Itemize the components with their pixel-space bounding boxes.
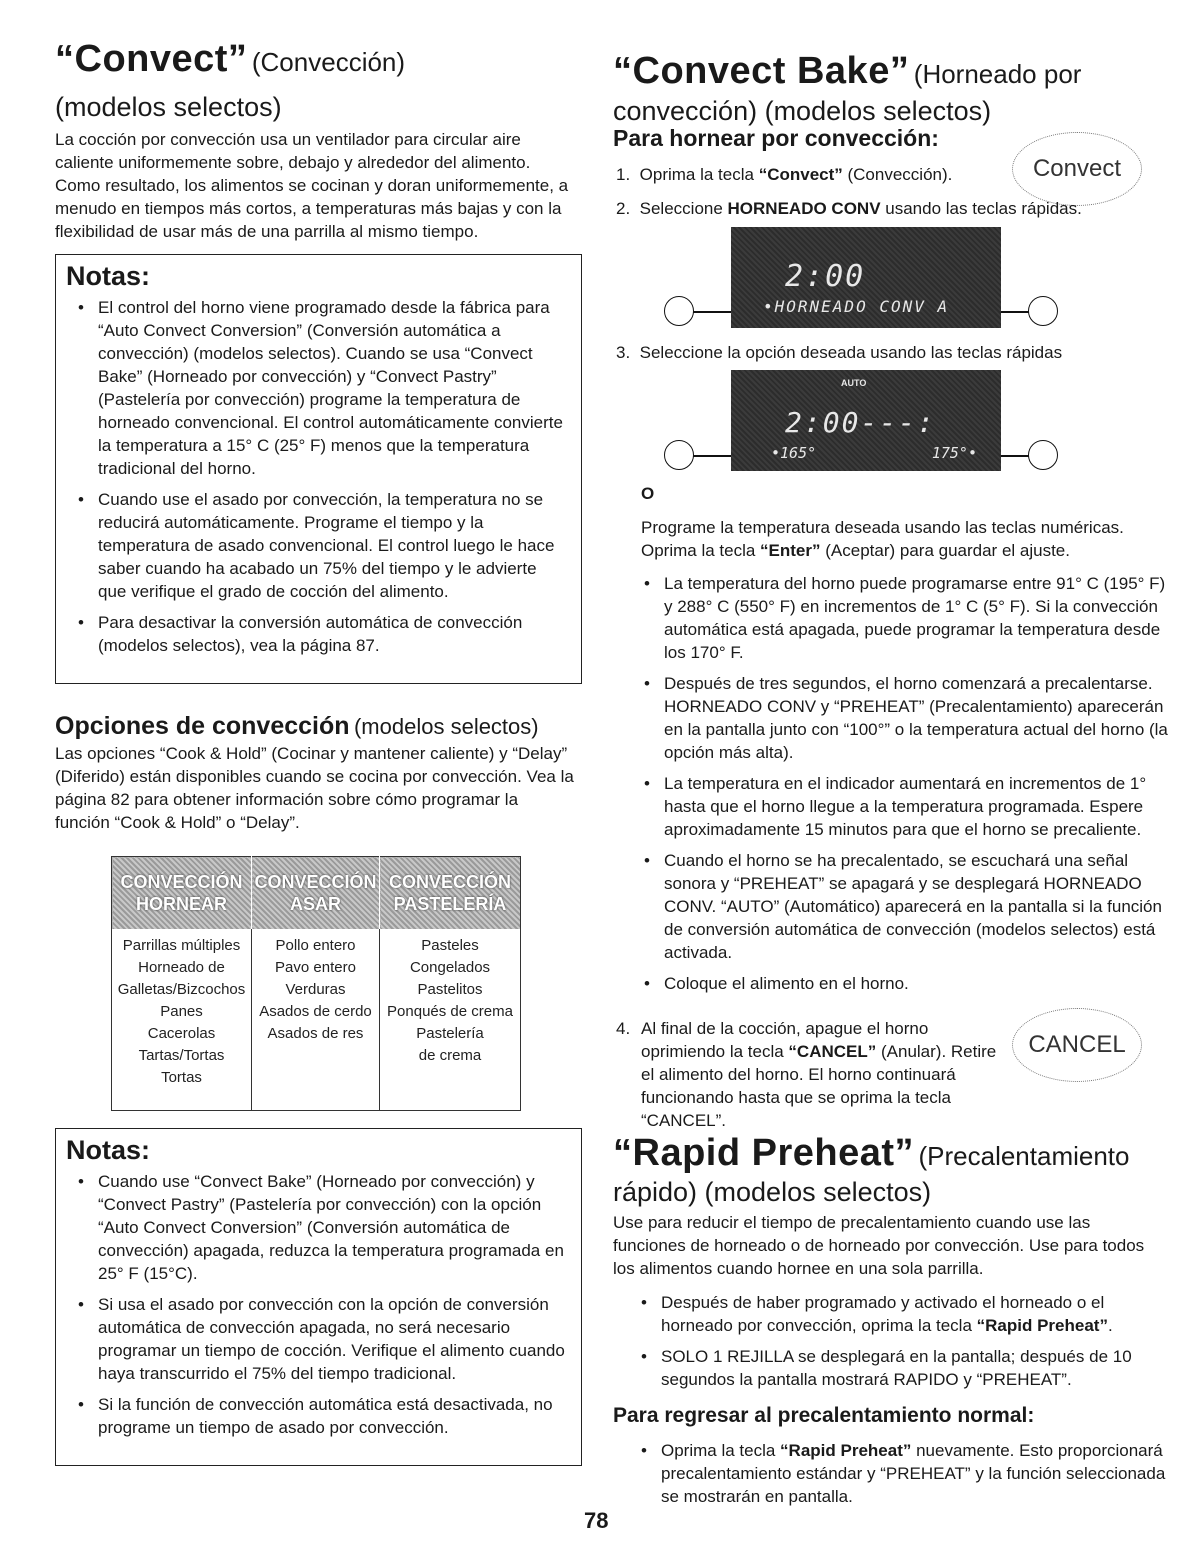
header-line: CONVECCIÓN (388, 872, 511, 892)
step-bold: HORNEADO CONV (727, 199, 881, 218)
step-bold: “CANCEL” (788, 1042, 877, 1061)
step-bold: “Convect” (758, 165, 843, 184)
bullet-text: nuevamente. Esto proporcionará precalentamiento estándar y “PREHEAT” y la función seleccionada se mostrarán en pantalla. (661, 1441, 1166, 1506)
table-cell: Tortas (161, 1069, 202, 1086)
convect-bake-heading (613, 50, 1173, 93)
table-cell: Ponqués de crema (387, 1003, 513, 1020)
convect-heading (55, 38, 405, 81)
table-cell: Horneado de (138, 959, 225, 976)
step-text: Seleccione (639, 199, 728, 218)
header-line: CONVECCIÓN (254, 872, 377, 892)
table-header-hornear (112, 857, 252, 930)
oven-display-1 (731, 227, 1001, 328)
program-text-part: (Aceptar) para guardar el ajuste. (820, 541, 1070, 560)
step-number: 4. (616, 1019, 631, 1038)
bullet-item: • SOLO 1 REJILLA se desplegará en la pantalla; después de 10 segundos la pantalla mostrará RAPIDO y “PREHEAT”. (637, 1345, 1177, 1391)
rapid-preheat-title-suffix: (Precalentamiento (918, 1141, 1130, 1171)
table-cell: de crema (418, 1047, 482, 1064)
convect-bake-title-suffix: (Horneado por (913, 59, 1082, 89)
display-connector (1001, 455, 1031, 457)
bullet-text: Oprima la tecla (661, 1441, 781, 1460)
table-cell: Tartas/Tortas (138, 1047, 225, 1064)
step-text: Oprima la tecla (639, 165, 759, 184)
notes-item: • Si usa el asado por convección con la opción de conversión automática de convección apagada, no será necesario programar un tiempo de cocción. Verifique el alimento cuando haya transcurrido el 75% del tiempo tradicional. (74, 1293, 569, 1385)
convect-title-suffix: (Convección) (251, 47, 406, 77)
table-column-pasteleria (380, 929, 521, 1111)
header-line: PASTELERÍA (393, 894, 507, 914)
step-3 (616, 341, 1062, 364)
step-text: usando las teclas rápidas. (880, 199, 1082, 218)
right-knob-icon (1028, 440, 1058, 470)
display-mode: •HORNEADO CONV A (763, 297, 950, 316)
bullet-item (637, 1439, 1177, 1508)
display-right-temp: 175°• (931, 444, 977, 462)
step-number: 3. (616, 343, 631, 362)
notes-title: Notas: (66, 1135, 151, 1165)
table-cell: Asados de cerdo (259, 1003, 372, 1020)
table-header-asar (252, 857, 380, 930)
display-left-temp: •165° (771, 444, 817, 462)
program-text-part: Oprima la tecla (641, 541, 761, 560)
step-4-text (641, 1017, 1006, 1132)
table-header-pasteleria (380, 857, 521, 930)
convect-bake-subtitle: convección) (modelos selectos) (613, 96, 992, 126)
left-knob-icon (664, 440, 694, 470)
program-text (641, 516, 1161, 562)
step-2 (616, 197, 1082, 220)
rapid-preheat-subheading: Para regresar al precalentamiento normal: (613, 1404, 1035, 1427)
table-cell: Verduras (285, 981, 346, 998)
right-knob-icon (1028, 296, 1058, 326)
table-cell: Galletas/Bizcochos (117, 981, 246, 998)
table-cell: Pasteles (421, 937, 479, 954)
table-column-asar (252, 929, 380, 1111)
step-text: (Anular). Retire el alimento del horno. El horno continuará funcionando hasta que se oprima la tecla “CANCEL”. (641, 1042, 997, 1130)
table-column-hornear (112, 929, 252, 1111)
options-body: Las opciones “Cook & Hold” (Cocinar y mantener caliente) y “Delay” (Diferido) están disponibles cuando se cocina por convección. Vea la página 82 para obtener información sobre cómo programar la función “Cook & Hold” o “Delay”. (55, 744, 574, 832)
step-text: Seleccione la opción deseada usando las teclas rápidas (639, 343, 1063, 362)
header-line: CONVECCIÓN (120, 872, 243, 892)
header-line: ASAR (289, 894, 341, 914)
convection-table (111, 856, 521, 1111)
oven-display-2 (731, 370, 1001, 471)
step-number: 1. (616, 165, 631, 184)
bullet-item: • Después de tres segundos, el horno comenzará a precalentarse. HORNEADO CONV y “PREHEAT” (Precalentamiento) aparecerán en la pantalla junto con “100°” o la temperatura actual del horno (la opción más alta). (640, 672, 1170, 764)
page-number: 78 (584, 1508, 609, 1533)
table-cell: Pavo entero (275, 959, 356, 976)
convect-bake-bullets (622, 572, 1182, 1003)
bullet-item (637, 1291, 1177, 1337)
notes-item: • El control del horno viene programado desde la fábrica para “Auto Convect Conversion” (Conversión automática a convección) (modelos selectos). Cuando se usa “Convect Bake” (Horneado por convección) y “Convect Pastry” (Pastelería por convección) programe la temperatura de horneado convencional. El control automáticamente convierte la temperatura a 15° C (25° F) menos que la temperatura tradicional del horno. (74, 296, 569, 480)
notes-title: Notas: (66, 261, 151, 291)
display-auto: AUTO (841, 378, 867, 388)
notes-list-2 (56, 1170, 581, 1439)
bullet-item: • La temperatura en el indicador aumentará en incrementos de 1° hasta que el horno llegue a la temperatura programada. Espere aproximadamente 15 minutos para que el horno se precaliente. (640, 772, 1170, 841)
convect-bake-title: “Convect Bake” (613, 50, 910, 92)
bullet-bold: “Rapid Preheat” (780, 1441, 912, 1460)
table-cell: Pollo entero (275, 937, 356, 954)
rapid-preheat-title: “Rapid Preheat” (613, 1132, 915, 1174)
convect-bake-subheading: Para hornear por convección: (613, 125, 939, 151)
display-time: 2:00---: (785, 406, 936, 439)
cancel-key-icon: CANCEL (1012, 1008, 1142, 1082)
bullet-bold: “Rapid Preheat” (976, 1316, 1108, 1335)
notes-item: • Cuando use “Convect Bake” (Horneado por convección) y “Convect Pastry” (Pastelería por convección) con la opción “Auto Convect Conversion” (Conversión automática de convección) apagada, reduzca la temperatura programada en 25° F (15°C). (74, 1170, 569, 1285)
bullet-text: Después de haber programado y activado el horneado o el horneado por convección, oprima la tecla (661, 1293, 1105, 1335)
or-label: O (641, 484, 655, 503)
notes-box-1 (55, 254, 582, 684)
step-text: (Convección). (842, 165, 953, 184)
convect-title: “Convect” (55, 38, 248, 80)
table-cell: Pastelería (416, 1025, 484, 1042)
display-connector (1001, 311, 1031, 313)
notes-item: • Para desactivar la conversión automática de convección (modelos selectos), vea la página 87. (74, 611, 569, 657)
rapid-preheat-bullets-2 (619, 1439, 1189, 1516)
bullet-item: • Coloque el alimento en el horno. (640, 972, 1170, 995)
table-cell: Panes (160, 1003, 203, 1020)
table-cell: Asados de res (267, 1025, 364, 1042)
table-cell: Cacerolas (147, 1025, 216, 1042)
left-knob-icon (664, 296, 694, 326)
rapid-preheat-subtitle: rápido) (modelos selectos) (613, 1177, 932, 1207)
options-suffix: (modelos selectos) (353, 714, 539, 739)
program-line-1: Programe la temperatura deseada usando las teclas numéricas. (641, 518, 1124, 537)
step-number: 2. (616, 199, 631, 218)
convect-subtitle: (modelos selectos) (55, 92, 282, 122)
convect-body: La cocción por convección usa un ventilador para circular aire caliente uniformemente sobre, debajo y alrededor del alimento. Como resultado, los alimentos se cocinan y doran uniformemente, a menudo en tiempos más cortos, a temperaturas más bajas y con la flexibilidad de usar más de una parrilla al mismo tiempo. (55, 130, 569, 241)
bullet-item: • La temperatura del horno puede programarse entre 91° C (195° F) y 288° C (550° F) en incrementos de 1° C (5° F). Si la convección automática está apagada, puede programar la temperatura desde los 170° F. (640, 572, 1170, 664)
rapid-preheat-heading (613, 1132, 1173, 1175)
rapid-preheat-body: Use para reducir el tiempo de precalentamiento cuando use las funciones de horneado o de horneado por convección. Use para todos los alimentos cuando hornee en una sola parrilla. (613, 1213, 1145, 1278)
table-cell: Pastelitos (417, 981, 483, 998)
table-cell: Congelados (409, 959, 491, 976)
notes-list-1 (56, 296, 581, 657)
rapid-preheat-bullets (619, 1291, 1189, 1399)
step-text: Al final de la cocción, apague el horno oprimiendo la tecla (641, 1019, 929, 1061)
notes-item: • Si la función de convección automática está desactivada, no programe un tiempo de asado por convección. (74, 1393, 569, 1439)
step-1 (616, 163, 952, 186)
step-4 (616, 1017, 1006, 1132)
bullet-item: • Cuando el horno se ha precalentado, se escuchará una señal sonora y “PREHEAT” se apagará y se desplegará HORNEADO CONV. “AUTO” (Automático) aparecerá en la pantalla si la función de conversión automática de convección (modelos selectos) está activada. (640, 849, 1170, 964)
options-heading (55, 712, 539, 741)
notes-item: • Cuando use el asado por convección, la temperatura no se reducirá automáticamente. Programe el tiempo y la temperatura de asado convencional. El control luego le hace saber cuando ha acabado un 75% del tiempo y le advierte que verifique el grado de cocción del alimento. (74, 488, 569, 603)
program-line-2 (641, 539, 1161, 562)
options-title: Opciones de convección (55, 712, 350, 740)
bullet-text: . (1107, 1316, 1113, 1335)
convect-key-icon: Convect (1012, 132, 1142, 206)
display-time: 2:00 (785, 259, 866, 294)
program-bold: “Enter” (760, 541, 821, 560)
header-line: HORNEAR (135, 894, 227, 914)
notes-box-2 (55, 1128, 582, 1466)
table-cell: Parrillas múltiples (122, 937, 241, 954)
